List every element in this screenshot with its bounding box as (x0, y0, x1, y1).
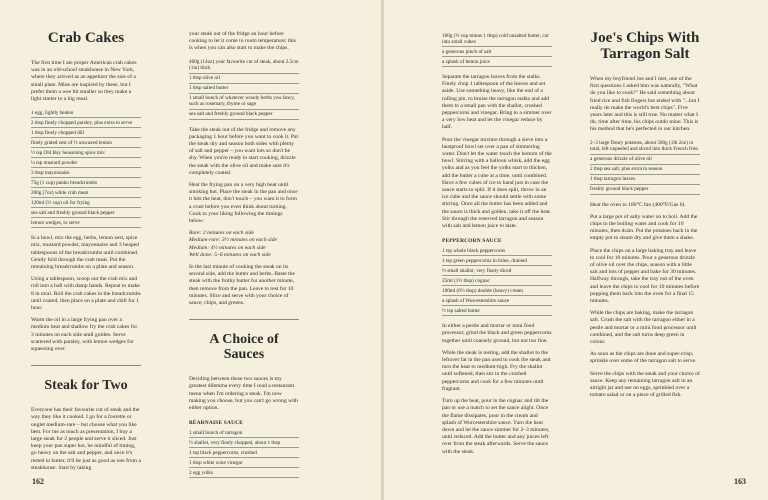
ingredient-item: ½ small shallot, very finely diced (442, 266, 552, 276)
chips-method-step: Heat the oven to 180°C fan (400°F/Gas 6). (590, 201, 686, 208)
timing-medium-rare: Medium-rare: 3½ minutes on each side (189, 237, 278, 244)
steak-timings (189, 230, 299, 259)
left-column-1 (31, 30, 141, 477)
steak-method-step: In the last minute of cooking the steak on its second side, add the butter and herbs. Baste the steak with the frothy butter for another minute, then remove from the pan. Leave to rest for 10 minutes. Slice and serve with your choice of sauce, chips, and greens. (189, 264, 295, 307)
ingredient-item: 1 tbsp olive oil (189, 74, 299, 84)
ingredient-item: a generous pinch of salt (442, 47, 552, 57)
ingredient-item: a splash of lemon juice (442, 57, 552, 67)
chips-method-step: Put a large pot of salty water on to boil. Add the chips to the boiling water and cook for 10 minutes, then drain. Put the potatoes back in the empty pot to steam dry and give them a shake. (590, 213, 698, 242)
steak-intro-continued: your steak out of the fridge an hour before cooking to let it come to room temperature; this is when you can also start to make the chips. (189, 31, 296, 52)
steak-ingredients (189, 58, 299, 120)
crab-cakes-method-step: Using a tablespoon, scoop out the crab mix and roll into a ball with damp hands. Repeat to make 8 in total. Roll the crab cakes in the breadcrumbs until coated, then place on a plate and chill for 1 hour. (31, 276, 141, 312)
right-column-2 (590, 30, 700, 405)
section-divider (189, 319, 299, 320)
section-divider (31, 365, 141, 366)
ingredient-item: 2–3 large floury potatoes, about 500g (1lb 2oz) in total, left unpeeled and sliced into thick French fries (590, 139, 700, 155)
ingredient-item: ½ shallot, very finely chopped, about 1 tbsp (189, 438, 299, 448)
peppercorn-method-step: Turn up the heat, pour in the cognac and tilt the pan or use a match to set the sauce alight. Once the flame dissipates, pour in the cream and splash of Worcestershire sauce. Turn the heat down and let the sauce simmer for 2–3 minutes, until reduced. Add the butter and any juices left over from the steak afterwards. Serve the sauce with the steak. (442, 398, 550, 455)
chips-intro: When my boyfriend Joe and I met, one of the first questions I asked him was naturally, "What do you like to cook?" He said something about fried rice and fish fingers but ended with "...but I really do make the world's best chips". Five years later and this is still true. No matter what I do, time after time, his chips outdo mine. This is his method that he's perfected in our kitchen. (590, 76, 700, 133)
ingredient-item: 2 tbsp sea salt, plus extra to season (590, 165, 700, 175)
bearnaise-ingredients (189, 428, 299, 478)
crab-cakes-intro: The first time I ate proper American crab cakes was in an old-school steakhouse in New York, where they arrived as an appetizer the size of a small plate. Mine are inspired by these, but I prefer them a wee bit smaller so they make a light starter to a big meal. (31, 60, 137, 103)
timing-medium: Medium: 4½ minutes on each side (189, 244, 266, 251)
timing-well-done: Well done: 5–6 minutes on each side (189, 251, 271, 258)
left-page (0, 0, 381, 500)
ingredient-item: 100ml (6½ tbsp) double (heavy) cream (442, 286, 552, 296)
ingredient-item: 75g (1 cup) panko breadcrumbs (31, 178, 141, 188)
chips-method-step: Serve the chips with the steak and your choice of sauce. Keep any remaining tarragon salt in an airtight jar and use on eggs, sprinkled over a tomato salad or on a piece of grilled fish. (590, 370, 700, 399)
timing-rare: Rare: 2 minutes on each side (189, 230, 254, 237)
ingredient-item: lemon wedges, to serve (31, 218, 141, 228)
ingredient-item: 200g (7oz) white crab meat (31, 188, 141, 198)
ingredient-item: 1 tbsp finely chopped dill (31, 128, 141, 138)
ingredient-item: 25ml (1½ tbsp) cognac (442, 276, 552, 286)
peppercorn-method-step: While the steak is resting, add the shallot to the leftover fat in the pan used to cook the steak and turn the heat to medium-high. Fry the shallot until softened, then stir in the crushed peppercorns and cook for a few minutes until fragrant. (442, 349, 551, 392)
steak-title: Steak for Two (44, 378, 128, 394)
chips-ingredients (590, 139, 700, 195)
ingredient-item: 1 egg, lightly beaten (31, 108, 141, 118)
bearnaise-ingredients-continued (442, 31, 552, 67)
ingredient-item: finely grated zest of ½ unwaxed lemon (31, 138, 141, 148)
ingredient-item: ½ tsp Old Bay Seasoning spice mix (31, 148, 141, 158)
crab-cakes-method-step: In a bowl, mix the egg, herbs, lemon zest, spice mix, mustard powder, mayonnaise and 3 heaped tablespoons of the breadcrumbs until combined. Gently fold through the crab meat. Put the remaining breadcrumbs on a plate and season. (31, 235, 139, 271)
bearnaise-heading: BÉARNAISE SAUCE (189, 420, 244, 427)
ingredient-item: 120ml (½ cup) oil for frying (31, 198, 141, 208)
ingredient-item: a splash of Worcestershire sauce (442, 296, 552, 306)
ingredient-item: freshly ground black pepper (590, 185, 700, 195)
ingredient-item: 400g (14oz) your favourite cut of steak, about 2.5cm (1in) thick (189, 58, 299, 74)
sauces-intro: Deciding between these two sauces is my greatest dilemma every time I read a restaurant menu when I'm ordering a steak. I'm now making you choose, but you can't go wrong with either option. (189, 376, 298, 412)
bearnaise-method-step: Separate the tarragon leaves from the stalks. Finely chop 1 tablespoon of the leaves and set aside. Use something heavy, like the end of a rolling pin, to bruise the tarragon stalks and add them to a small pan with the shallot, crushed peppercorns and vinegar. Bring to a simmer over a very low heat and let the vinegar reduce by half. (442, 74, 552, 131)
ingredient-item: 2 tbsp finely chopped parsley, plus extra to serve (31, 118, 141, 128)
ingredient-item: 1 tsp whole black peppercorns (442, 246, 552, 256)
steak-method-step: Heat the frying pan on a very high heat until smoking hot. Place the steak in the pan and once it hits the heat, don't touch – you want it to form a crust before you even think about turning. Cook to your liking following the timings below: (189, 182, 298, 225)
steak-intro: Everyone has their favourite cut of steak and the way they like it cooked. I go for a fourette or onglet medium-rare – but choose what you like best. For me as much as presentation, I buy a large steak for 2 people and serve it sliced. Just keep your pan super hot, be mindful of timing, go heavy on the salt and pepper, and once it's rested in butter, it'll be just as good as one from a steakhouse. Start by taking (31, 407, 141, 471)
ingredient-item: 100g (½ cup minus 1 tbsp) cold unsalted butter, cut into small cubes (442, 31, 552, 47)
ingredient-item: 1 tbsp white wine vinegar (189, 458, 299, 468)
chips-method-step: Place the chips on a large baking tray and leave to cool for 10 minutes. Pour a generous drizzle of olive oil over the chips, season with a little salt and lots of pepper and bake for 30 minutes. Halfway through, take the tray out of the oven and leave the chips to cool for 10 minutes before popping them back into the oven for a final 15 minutes. (590, 247, 700, 305)
chips-method-step: As soon as the chips are done and super-crisp, sprinkle over some of the tarragon salt to serve. (590, 351, 697, 365)
ingredient-item: 1 tbsp salted butter (189, 84, 299, 94)
steak-method-step: Take the steak out of the fridge and remove any packaging 1 hour before you want to cook it. Pat the steak dry and season both sides with plenty of salt and pepper – you want lots so don't be shy. When you're ready to start cooking, drizzle the steak with the olive oil and make sure it's completely coated. (189, 126, 299, 176)
ingredient-item: 1 tsp black peppercorns, crushed (189, 448, 299, 458)
peppercorn-ingredients (442, 246, 552, 316)
ingredient-item: a generous drizzle of olive oil (590, 155, 700, 165)
peppercorn-method-step: In either a pestle and mortar or mini food processor, grind the black and green peppercorns together until coarsely ground, but not too fine. (442, 323, 552, 344)
left-column-2 (189, 31, 299, 485)
ingredient-item: sea salt and freshly ground black pepper (31, 208, 141, 218)
crab-cakes-method-step: Warm the oil in a large frying pan over a medium heat and shallow fry the crab cakes for 3 minutes on each side until golden. Serve scattered with parsley, with lemon wedges for squeezing over. (31, 317, 138, 353)
crab-cakes-ingredients (31, 108, 141, 228)
page-number-left: 162 (32, 477, 44, 486)
sauces-title: A Choice of Sauces (209, 332, 279, 363)
ingredient-item: 1 small bunch of tarragon (189, 428, 299, 438)
right-page (384, 0, 768, 500)
ingredient-item: sea salt and freshly ground black pepper (189, 110, 299, 120)
ingredient-item: 1 tbsp tarragon leaves (590, 175, 700, 185)
chips-title: Joe's Chips With Tarragon Salt (590, 30, 700, 62)
right-column-1 (442, 31, 552, 461)
page-number-right: 163 (734, 477, 746, 486)
ingredient-item: 1 tsp green peppercorns in brine, drained (442, 256, 552, 266)
crab-cakes-title: Crab Cakes (47, 30, 125, 46)
ingredient-item: ½ tsp salted butter (442, 306, 552, 316)
chips-method-step: While the chips are baking, make the tarragon salt. Crush the salt with the tarragon either in a pestle and mortar or a mini food processor until combined, and the salt turns deep green in colour. (590, 310, 697, 346)
ingredient-item: 2 egg yolks (189, 468, 299, 478)
ingredient-item: ¼ tsp mustard powder (31, 158, 141, 168)
bearnaise-method-step: Pour the vinegar mixture through a sieve into a heatproof bowl set over a pan of simmering water. Don't let the water touch the bottom of the bowl. Stirring with a balloon whisk, add the egg yolks and as you feel the yolks start to thicken, add the butter a cube at a time, until combined. Have a few cubes of ice to hand just in case the sauce starts to split. If it does split, throw in an ice cube and the sauce should settle with some stirring. Once all the butter has been added and the sauce is thick and golden, take it off the heat. Stir through the reserved tarragon and season with salt and lemon juice to taste. (442, 136, 552, 230)
ingredient-item: 1 small bunch of whatever woody herbs you fancy, such as rosemary, thyme or sage (189, 94, 299, 110)
peppercorn-heading: PEPPERCORN SAUCE (442, 238, 502, 245)
ingredient-item: 3 tbsp mayonnaise (31, 168, 141, 178)
